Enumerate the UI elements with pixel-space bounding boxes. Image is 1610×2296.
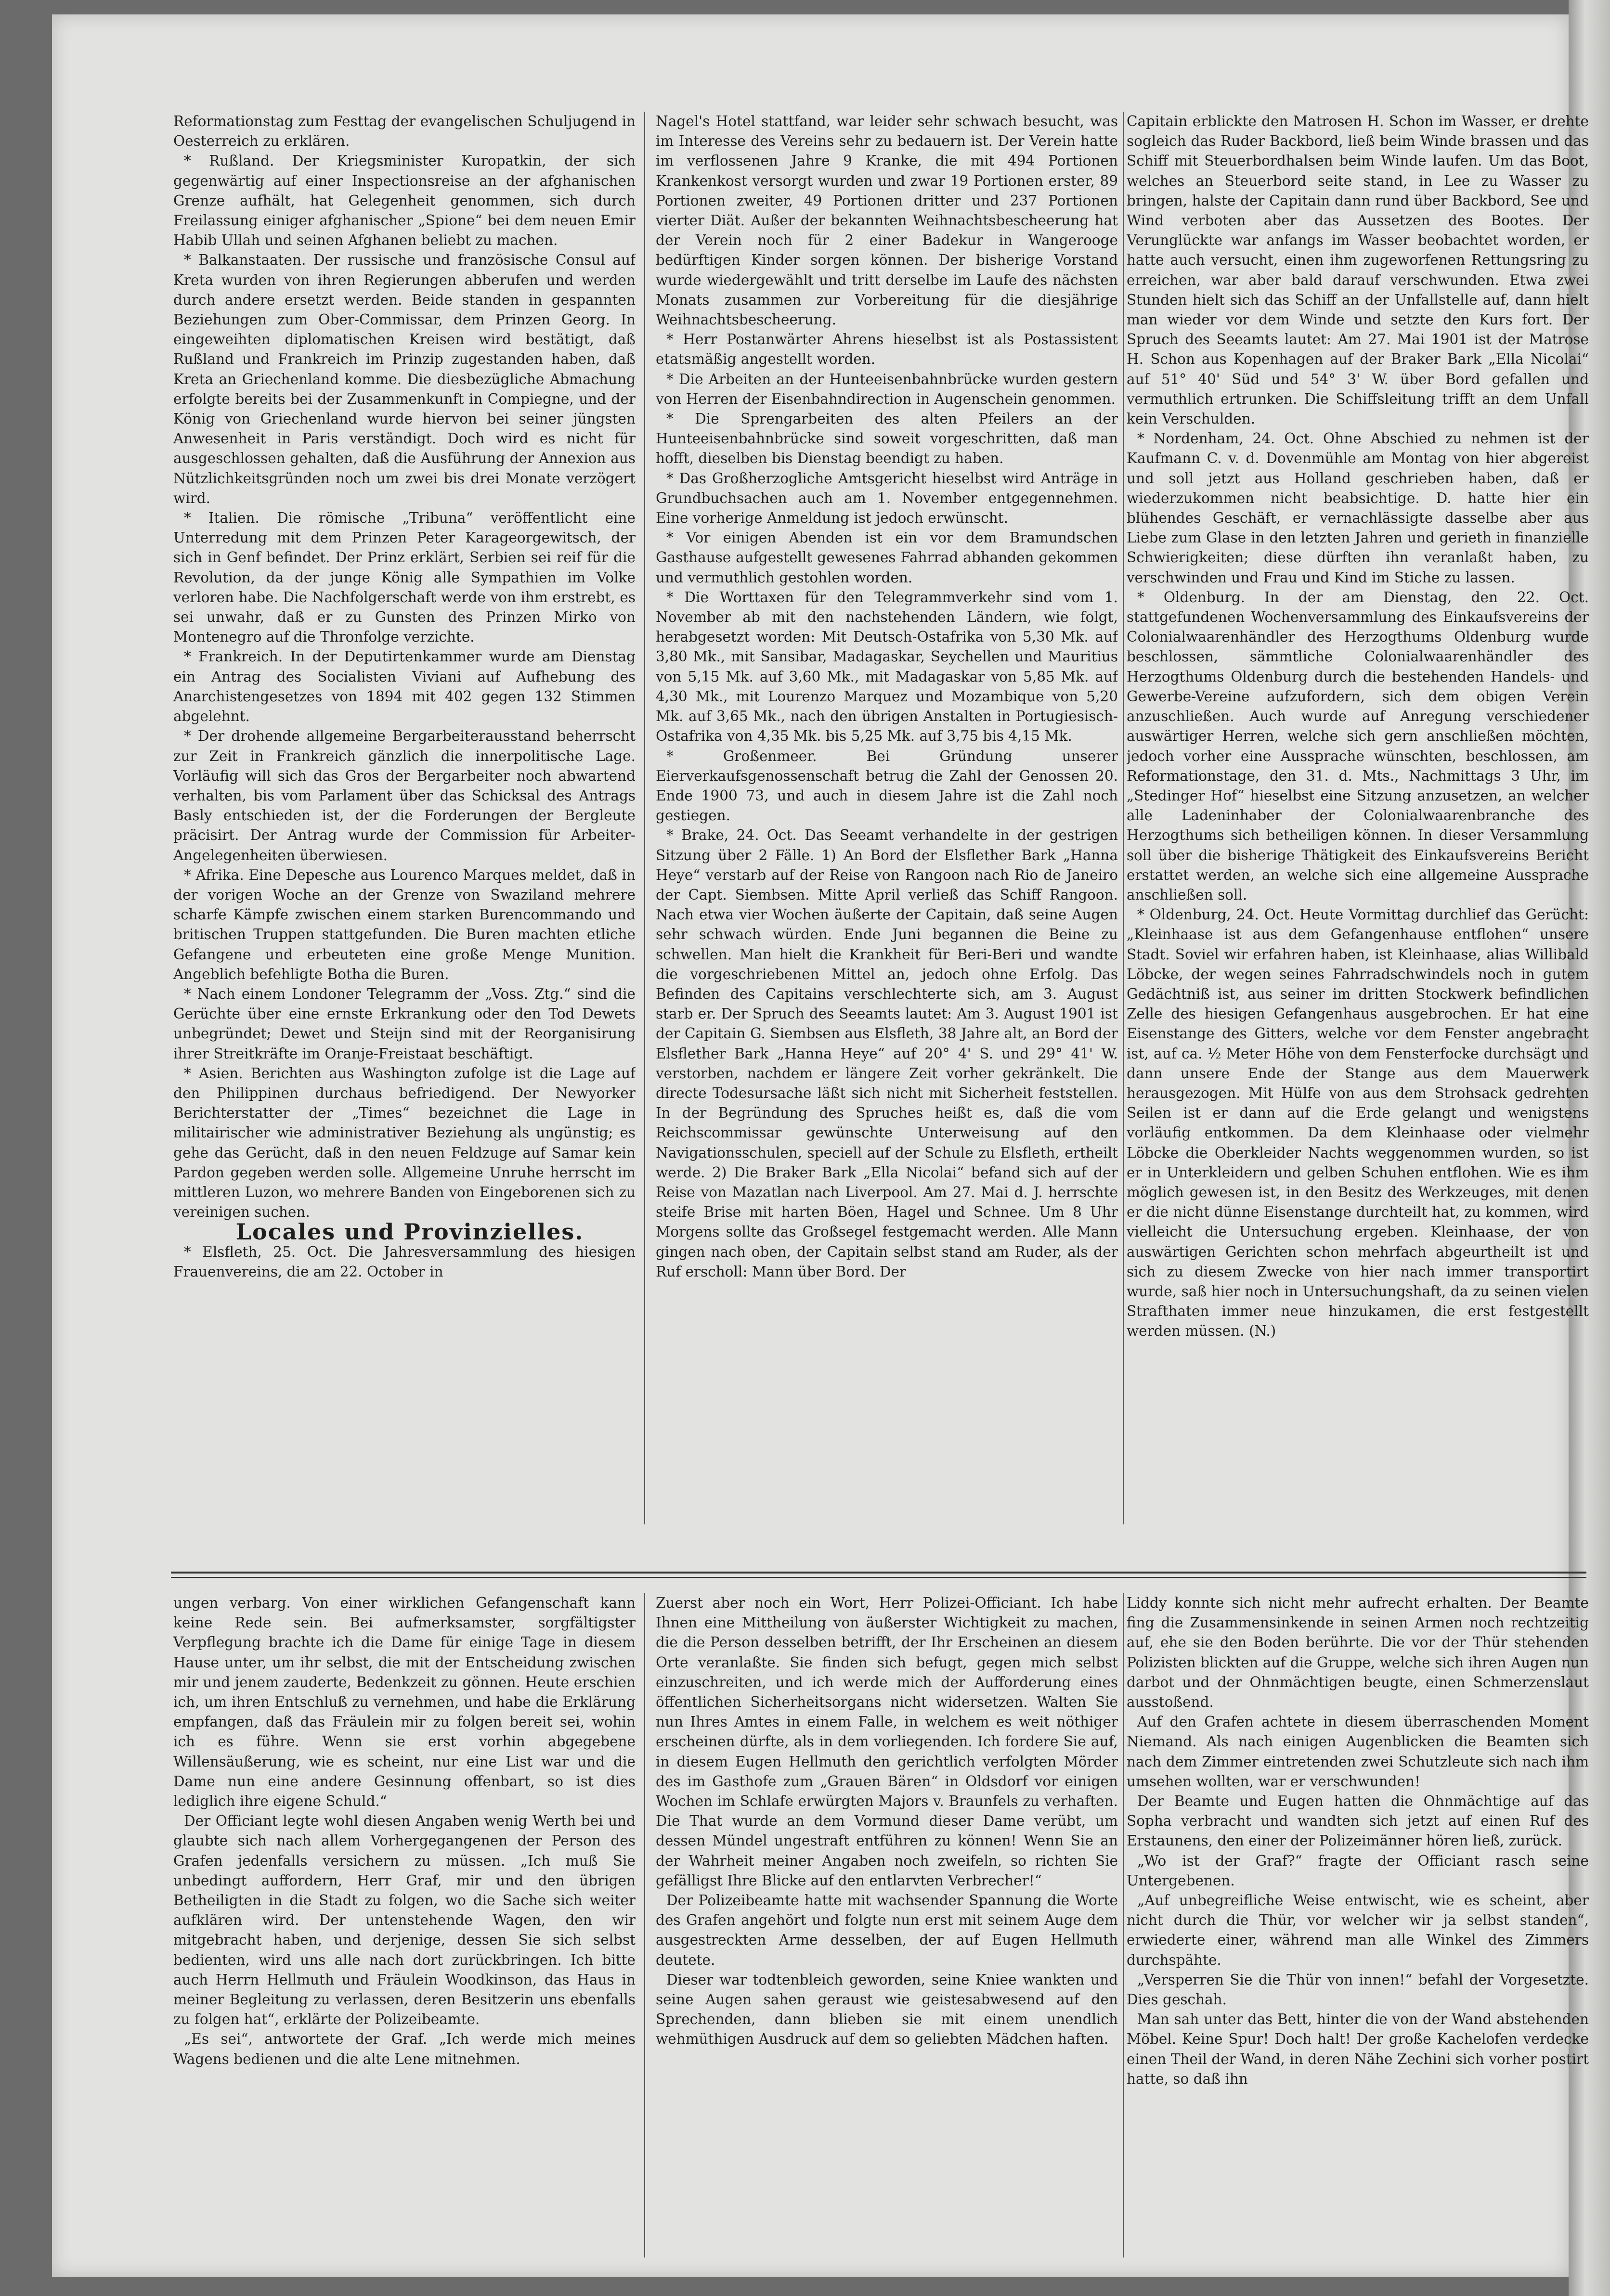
- paragraph: * Das Großherzogliche Amtsgericht hieselbst wird Anträge in Grundbuchsachen auch am 1. November entgegennehmen. Eine vorherige Anmeldung ist jedoch erwünscht.: [656, 470, 1118, 527]
- paragraph: * Nordenham, 24. Oct. Ohne Abschied zu nehmen ist der Kaufmann C. v. d. Dovenmühle am Montag von hier abgereist und soll jetzt aus Holland geschrieben haben, daß er wiederzukommen nicht beabsichtige. D. hatte hier ein blühendes Geschäft, er vernachlässigte dasselbe aber aus Liebe zum Glase in den letzten Jahren und gerieth in finanzielle Schwierigkeiten; diese dürften ihn veranlaßt haben, zu verschwinden und Frau und Kind im Stiche zu lassen.: [1127, 430, 1589, 586]
- paragraph: * Oldenburg. In der am Dienstag, den 22. Oct. stattgefundenen Wochenversammlung des Einkaufsvereins der Colonialwaarenhändler des Herzogthums Oldenburg wurde beschlossen, sämmtliche Colonialwaarenhändler des Herzogthums Oldenburg durch die bestehenden Handels- und Gewerbe-Vereine aufzufordern, sich dem obigen Verein anzuschließen. Auch wurde auf Anregung verschiedener auswärtiger Herren, welche sich gern anschließen möchten, jedoch vorher eine Aussprache wünschten, beschlossen, am Reformationstage, den 31. d. Mts., Nachmittags 3 Uhr, im „Stedinger Hof“ hieselbst eine Sitzung anzusetzen, an welcher alle Ladeninhaber der Colonialwaarenbranche des Herzogthums sich betheiligen können. In dieser Versammlung soll über die bisherige Thätigkeit des Einkaufsvereins Bericht erstattet werden, an welche sich eine allgemeine Aussprache anschließen soll.: [1127, 589, 1589, 903]
- paragraph: Der Polizeibeamte hatte mit wachsender Spannung die Worte des Grafen angehört und folgte nun erst mit seinem Auge dem ausgestreckten Arme desselben, der auf Eugen Hellmuth deutete.: [656, 1892, 1118, 1968]
- paragraph: Der Officiant legte wohl diesen Angaben wenig Werth bei und glaubte sich nach allem Vorhergegangenen der Person des Grafen jedenfalls versichern zu müssen. „Ich muß Sie unbedingt auffordern, Herr Graf, mir und den übrigen Betheiligten in die Stadt zu folgen, wo die Sache sich weiter aufklären wird. Der untenstehende Wagen, den wir mitgebracht haben, und derjenige, dessen Sie sich selbst bedienten, wird uns alle nach dort zurückbringen. Ich bitte auch Herrn Hellmuth und Fräulein Woodkinson, das Haus in meiner Begleitung zu verlassen, deren Besitzerin uns ebenfalls zu folgen hat“, erklärte der Polizeibeamte.: [173, 1813, 636, 2028]
- paragraph: Nagel's Hotel stattfand, war leider sehr schwach besucht, was im Interesse des Vereins sehr zu bedauern ist. Der Verein hatte im verflossenen Jahre 9 Kranke, die mit 494 Portionen Krankenkost versorgt wurden und zwar 19 Portionen erster, 89 Portionen zweiter, 49 Portionen dritter und 237 Portionen vierter Diät. Außer der bekannten Weihnachtsbescheerung hat der Verein noch für 2 einer Badekur in Wangerooge bedürftigen Kinder sorgen können. Der bisherige Vorstand wurde wiedergewählt und tritt derselbe im Laufe des nächsten Monats zusammen zur Vorbereitung für die diesjährige Weihnachtsbescheerung.: [656, 113, 1118, 328]
- paragraph: * Elsfleth, 25. Oct. Die Jahresversammlung des hiesigen Frauenvereins, die am 22. October in: [173, 1243, 636, 1280]
- paragraph: „Wo ist der Graf?“ fragte der Officiant rasch seine Untergebenen.: [1127, 1852, 1589, 1889]
- feuilleton-column-2: [656, 1593, 1118, 2257]
- feuilleton-column-1: [173, 1593, 636, 2257]
- column-divider: [644, 1593, 645, 2257]
- column-divider: [1123, 112, 1124, 1524]
- column-2: [656, 112, 1118, 1524]
- paragraph: „Es sei“, antwortete der Graf. „Ich werde mich meines Wagens bedienen und die alte Lene mitnehmen.: [173, 2031, 636, 2067]
- paragraph: * Die Worttaxen für den Telegrammverkehr sind vom 1. November ab mit den nachstehenden Ländern, wie folgt, herabgesetzt worden: Mit Deutsch-Ostafrika von 5,30 Mk. auf 3,80 Mk., mit Sansibar, Madagaskar, Seychellen und Mauritius von 5,15 Mk. auf 3,60 Mk., mit Madagaskar von 5,85 Mk. auf 4,30 Mk., mit Lourenzo Marquez und Mozambique von 5,20 Mk. auf 3,65 Mk., nach den übrigen Anstalten in Portugiesisch-Ostafrika von 4,35 Mk. bis 5,25 Mk. auf 3,75 bis 4,15 Mk.: [656, 589, 1118, 745]
- paragraph: * Afrika. Eine Depesche aus Lourenco Marques meldet, daß in der vorigen Woche an der Grenze von Swaziland mehrere scharfe Kämpfe zwischen einem starken Burencommando und britischen Truppen stattgefunden. Die Buren machten etliche Gefangene und erbeuteten eine große Menge Munition. Angeblich befehligte Botha die Buren.: [173, 866, 636, 982]
- paragraph: * Frankreich. In der Deputirtenkammer wurde am Dienstag ein Antrag des Socialisten Viviani auf Aufhebung des Anarchistengesetzes von 1894 mit 402 gegen 132 Stimmen abgelehnt.: [173, 648, 636, 725]
- paragraph: * Rußland. Der Kriegsminister Kuropatkin, der sich gegenwärtig auf einer Inspectionsreise an der afghanischen Grenze aufhält, hat Gelegenheit genommen, sich durch Freilassung einiger afghanischer „Spione“ bei dem neuen Emir Habib Ullah und seinen Afghanen beliebt zu machen.: [173, 153, 636, 249]
- paragraph: „Versperren Sie die Thür von innen!“ befahl der Vorgesetzte. Dies geschah.: [1127, 1971, 1589, 2008]
- paragraph: Auf den Grafen achtete in diesem überraschenden Moment Niemand. Als nach einigen Augenblicken die Beamten sich nach dem Zimmer eintretenden zwei Schutzleute sich nach ihm umsehen wollten, war er verschwunden!: [1127, 1714, 1589, 1790]
- paragraph: * Italien. Die römische „Tribuna“ veröffentlicht eine Unterredung mit dem Prinzen Peter Karageorgewitsch, der sich in Genf befindet. Der Prinz erklärt, Serbien sei reif für die Revolution, da der junge König alle Sympathien im Volke verloren habe. Die Nachfolgerschaft werde von ihm erstrebt, es sei unwahr, daß er zu Gunsten des Prinzen Mirko von Montenegro auf die Thronfolge verzichte.: [173, 510, 636, 645]
- paragraph: * Der drohende allgemeine Bergarbeiterausstand beherrscht zur Zeit in Frankreich gänzlich die innerpolitische Lage. Vorläufig will sich das Gros der Bergarbeiter noch abwartend verhalten, bis vom Parlament über das Schicksal des Antrags Basly entschieden ist, der die Forderungen der Bergleute präcisirt. Der Antrag wurde der Commission für Arbeiter-Angelegenheiten überwiesen.: [173, 728, 636, 864]
- section-title: Locales und Provinzielles.: [235, 1219, 584, 1245]
- paragraph: ungen verbarg. Von einer wirklichen Gefangenschaft kann keine Rede sein. Bei aufmerksamster, sorgfältigster Verpflegung brachte ich die Dame für einige Tage in diesem Hause unter, um ihr selbst, die mit der Entscheidung zwischen mir und jenem zauderte, Bedenkzeit zu gönnen. Heute erschien ich, um ihren Entschluß zu vernehmen, und habe die Erklärung empfangen, daß das Fräulein mir zu folgen bereit sei, wohin ich es führe. Wenn sie erst vorhin abgegebene Willensäußerung, wie es scheint, nur eine List war und die Dame nun eine andere Gesinnung offenbart, so ist dies lediglich ihre eigene Schuld.“: [173, 1595, 636, 1810]
- column-divider: [1123, 1593, 1124, 2257]
- feuilleton-rule: [171, 1572, 1586, 1574]
- paragraph: * Brake, 24. Oct. Das Seeamt verhandelte in der gestrigen Sitzung über 2 Fälle. 1) An Bord der Elsflether Bark „Hanna Heye“ verstarb auf der Reise von Rangoon nach Rio de Janeiro der Capt. Siembsen. Mitte April verließ das Schiff Rangoon. Nach etwa vier Wochen äußerte der Capitain, daß seine Augen sehr schwach würden. Ende Juni begannen die Beine zu schwellen. Man hielt die Krankheit für Beri-Beri und wandte die vorgeschriebenen Mittel an, jedoch ohne Erfolg. Das Befinden des Capitains verschlechterte sich, am 3. August starb er. Der Spruch des Seeamts lautet: Am 3. August 1901 ist der Capitain G. Siembsen aus Elsfleth, 38 Jahre alt, an Bord der Elsflether Bark „Hanna Heye“ auf 20° 4' S. und 29° 41' W. verstorben, nachdem er längere Zeit vorher gekränkelt. Die directe Todesursache läßt sich nicht mit Sicherheit feststellen. In der Begründung des Spruches heißt es, daß die vom Reichscommissar gewünschte Unterweisung auf den Navigationsschulen, speciell auf der Schule zu Elsfleth, ertheilt werde. 2) Die Braker Bark „Ella Nicolai“ befand sich auf der Reise von Mazatlan nach Liverpool. Am 27. Mai d. J. herrschte steife Brise mit harten Böen, Hagel und Schnee. Um 8 Uhr Morgens sollte das Großsegel festgemacht werden. Alle Mann gingen nach oben, der Capitain selbst stand am Ruder, als der Ruf erscholl: Mann über Bord. Der: [656, 827, 1118, 1280]
- paragraph: * Vor einigen Abenden ist ein vor dem Bramundschen Gasthause aufgestellt gewesenes Fahrrad abhanden gekommen und vermuthlich gestohlen worden.: [656, 529, 1118, 586]
- paragraph: * Die Sprengarbeiten des alten Pfeilers an der Hunteeisenbahnbrücke sind soweit vorgeschritten, daß man hofft, dieselben bis Dienstag beendigt zu haben.: [656, 411, 1118, 467]
- column-3: [1127, 112, 1589, 1524]
- paragraph: Liddy konnte sich nicht mehr aufrecht erhalten. Der Beamte fing die Zusammensinkende in seinen Armen noch rechtzeitig auf, ehe sie den Boden berührte. Die vor der Thür stehenden Polizisten blickten auf die Gruppe, welche sich ihren Augen nun darbot und der Ohnmächtigen beugte, einen Schmerzenslaut ausstoßend.: [1127, 1595, 1589, 1711]
- paragraph: * Oldenburg, 24. Oct. Heute Vormittag durchlief das Gerücht: „Kleinhaase ist aus dem Gefangenhause entflohen“ unsere Stadt. Soviel wir erfahren haben, ist Kleinhaase, alias Willibald Löbcke, der wegen seines Fahrradschwindels noch in gutem Gedächtniß ist, aus seiner im dritten Stockwerk befindlichen Zelle des hiesigen Gefangenhaus ausgebrochen. Er hat eine Eisenstange des Gitters, welche vor dem Fenster angebracht ist, auf ca. ½ Meter Höhe von dem Fensterfocke durchsägt und dann unsere Ende der Stange aus dem Mauerwerk herausgezogen. Mit Hülfe von aus dem Strohsack gedrehten Seilen ist er dann auf die Erde gelangt und wenigstens vorläufig entkommen. Da dem Kleinhaase oder vielmehr Löbcke die Oberkleider Nachts weggenommen wurden, so ist er in Unterkleidern und gelben Schuhen entflohen. Wie es ihm möglich gewesen ist, in den Besitz des Werkzeuges, mit denen er die nicht dünne Eisenstange durchteilt hat, zu kommen, wird vielleicht die Untersuchung ergeben. Kleinhaase, der von auswärtigen Gerichten schon mehrfach abgeurtheilt ist und sich zu diesem Zwecke von hier nach immer transportirt wurde, saß hier noch in Untersuchungshaft, da zu seinen vielen Strafthaten immer neue hinzukamen, die erst festgestellt werden müssen. (N.): [1127, 906, 1589, 1340]
- feuilleton-rule-thin: [171, 1577, 1586, 1578]
- column-1: [173, 112, 636, 1524]
- paragraph: „Auf unbegreifliche Weise entwischt, wie es scheint, aber nicht durch die Thür, vor welcher wir ja selbst standen“, erwiederte einer, während man alle Winkel des Zimmers durchspähte.: [1127, 1892, 1589, 1968]
- column-divider: [644, 112, 645, 1524]
- paragraph: Man sah unter das Bett, hinter die von der Wand abstehenden Möbel. Keine Spur! Doch halt! Der große Kachelofen verdecke einen Theil der Wand, in deren Nähe Zechini sich vorher postirt hatte, so daß ihn: [1127, 2011, 1589, 2087]
- feuilleton-column-3: [1127, 1593, 1589, 2257]
- paragraph: * Die Arbeiten an der Hunteeisenbahnbrücke wurden gestern von Herren der Eisenbahndirection in Augenschein genommen.: [656, 371, 1118, 407]
- paragraph: * Asien. Berichten aus Washington zufolge ist die Lage auf den Philippinen durchaus befriedigend. Der Newyorker Berichterstatter der „Times“ bezeichnet die Lage in militairischer wie administrativer Beziehung als ungünstig; es gehe das Gerücht, daß in den neuen Feldzuge auf Samar kein Pardon gegeben werden solle. Allgemeine Unruhe herrscht im mittleren Luzon, wo mehrere Banden von Eingeborenen sich zu vereinigen suchen.: [173, 1065, 636, 1221]
- paragraph: Reformationstag zum Festtag der evangelischen Schuljugend in Oesterreich zu erklären.: [173, 113, 636, 150]
- paragraph: Zuerst aber noch ein Wort, Herr Polizei-Officiant. Ich habe Ihnen eine Mittheilung von äußerster Wichtigkeit zu machen, die die Person desselben betrifft, der Ihr Erscheinen an diesem Orte veranlaßte. Sie finden sich befugt, gegen mich selbst einzuschreiten, und ich werde mich der Aufforderung eines öffentlichen Sicherheitsorgans nicht widersetzen. Walten Sie nun Ihres Amtes in einem Falle, in welchem es weit nöthiger erscheinen dürfte, als in dem vorliegenden. Ich fordere Sie auf, in diesem Eugen Hellmuth den gerichtlich verfolgten Mörder des im Gasthofe zum „Grauen Bären“ in Oldsdorf vor einigen Wochen im Schlafe erwürgten Majors v. Braunfels zu verhaften. Die That wurde an dem Vormund dieser Dame verübt, um dessen Mündel ungestraft entführen zu können! Wenn Sie an der Wahrheit meiner Angaben noch zweifeln, so richten Sie gefälligst Ihre Blicke auf den entlarvten Verbrecher!“: [656, 1595, 1118, 1889]
- paragraph: * Balkanstaaten. Der russische und französische Consul auf Kreta wurden von ihren Regierungen abberufen und werden durch andere ersetzt werden. Beide standen in gespannten Beziehungen zum Ober-Commissar, dem Prinzen Georg. In eingeweihten diplomatischen Kreisen wird bestätigt, daß Rußland und Frankreich im Prinzip zugestanden haben, daß Kreta an Griechenland komme. Die diesbezügliche Abmachung erfolgte bereits bei der Zusammenkunft in Compiegne, und der König von Griechenland wurde hiervon bei seiner jüngsten Anwesenheit in Paris verständigt. Doch wird es nicht für ausgeschlossen gehalten, daß die Ausführung der Annexion aus Nützlichkeitsgründen noch um zwei bis drei Monate verzögert wird.: [173, 252, 636, 506]
- paragraph: Capitain erblickte den Matrosen H. Schon im Wasser, er drehte sogleich das Ruder Backbord, ließ beim Winde brassen und das Schiff mit Steuerbordhalsen beim Winde laufen. Um das Boot, welches an Steuerbord seite stand, in Lee zu Wasser zu bringen, halste der Capitain dann rund über Backbord, See und Wind verboten aber das Aussetzen des Bootes. Der Verunglückte war anfangs im Wasser beobachtet worden, er hatte auch versucht, einen ihm zugeworfenen Rettungsring zu erreichen, war aber bald darauf verschwunden. Etwa zwei Stunden hielt sich das Schiff an der Unfallstelle auf, dann hielt man wieder vor dem Winde und setzte den Kurs fort. Der Spruch des Seeamts lautet: Am 27. Mai 1901 ist der Matrose H. Schon aus Kopenhagen auf der Braker Bark „Ella Nicolai“ auf 51° 40' Süd und 54° 3' W. über Bord gefallen und vermuthlich ertrunken. Die Schiffsleitung trifft an dem Unfall kein Verschulden.: [1127, 113, 1589, 427]
- paragraph: Der Beamte und Eugen hatten die Ohnmächtige auf das Sopha verbracht und wandten sich jetzt auf einen Ruf des Erstaunens, den einer der Polizeimänner hören ließ, zurück.: [1127, 1793, 1589, 1849]
- paragraph: * Großenmeer. Bei Gründung unserer Eierverkaufsgenossenschaft betrug die Zahl der Genossen 20. Ende 1900 73, und auch in diesem Jahre ist die Zahl noch gestiegen.: [656, 748, 1118, 824]
- paragraph: * Nach einem Londoner Telegramm der „Voss. Ztg.“ sind die Gerüchte über eine ernste Erkrankung oder den Tod Dewets unbegründet; Dewet und Steijn sind mit der Reorganisirung ihrer Streitkräfte im Oranje-Freistaat beschäftigt.: [173, 985, 636, 1062]
- paragraph: Dieser war todtenbleich geworden, seine Kniee wankten und seine Augen sahen geraust wie geistesabwesend auf den Sprechenden, dann blieben sie mit einem unendlich wehmüthigen Ausdruck auf dem so geliebten Mädchen haften.: [656, 1971, 1118, 2048]
- paragraph: * Herr Postanwärter Ahrens hieselbst ist als Postassistent etatsmäßig angestellt worden.: [656, 331, 1118, 368]
